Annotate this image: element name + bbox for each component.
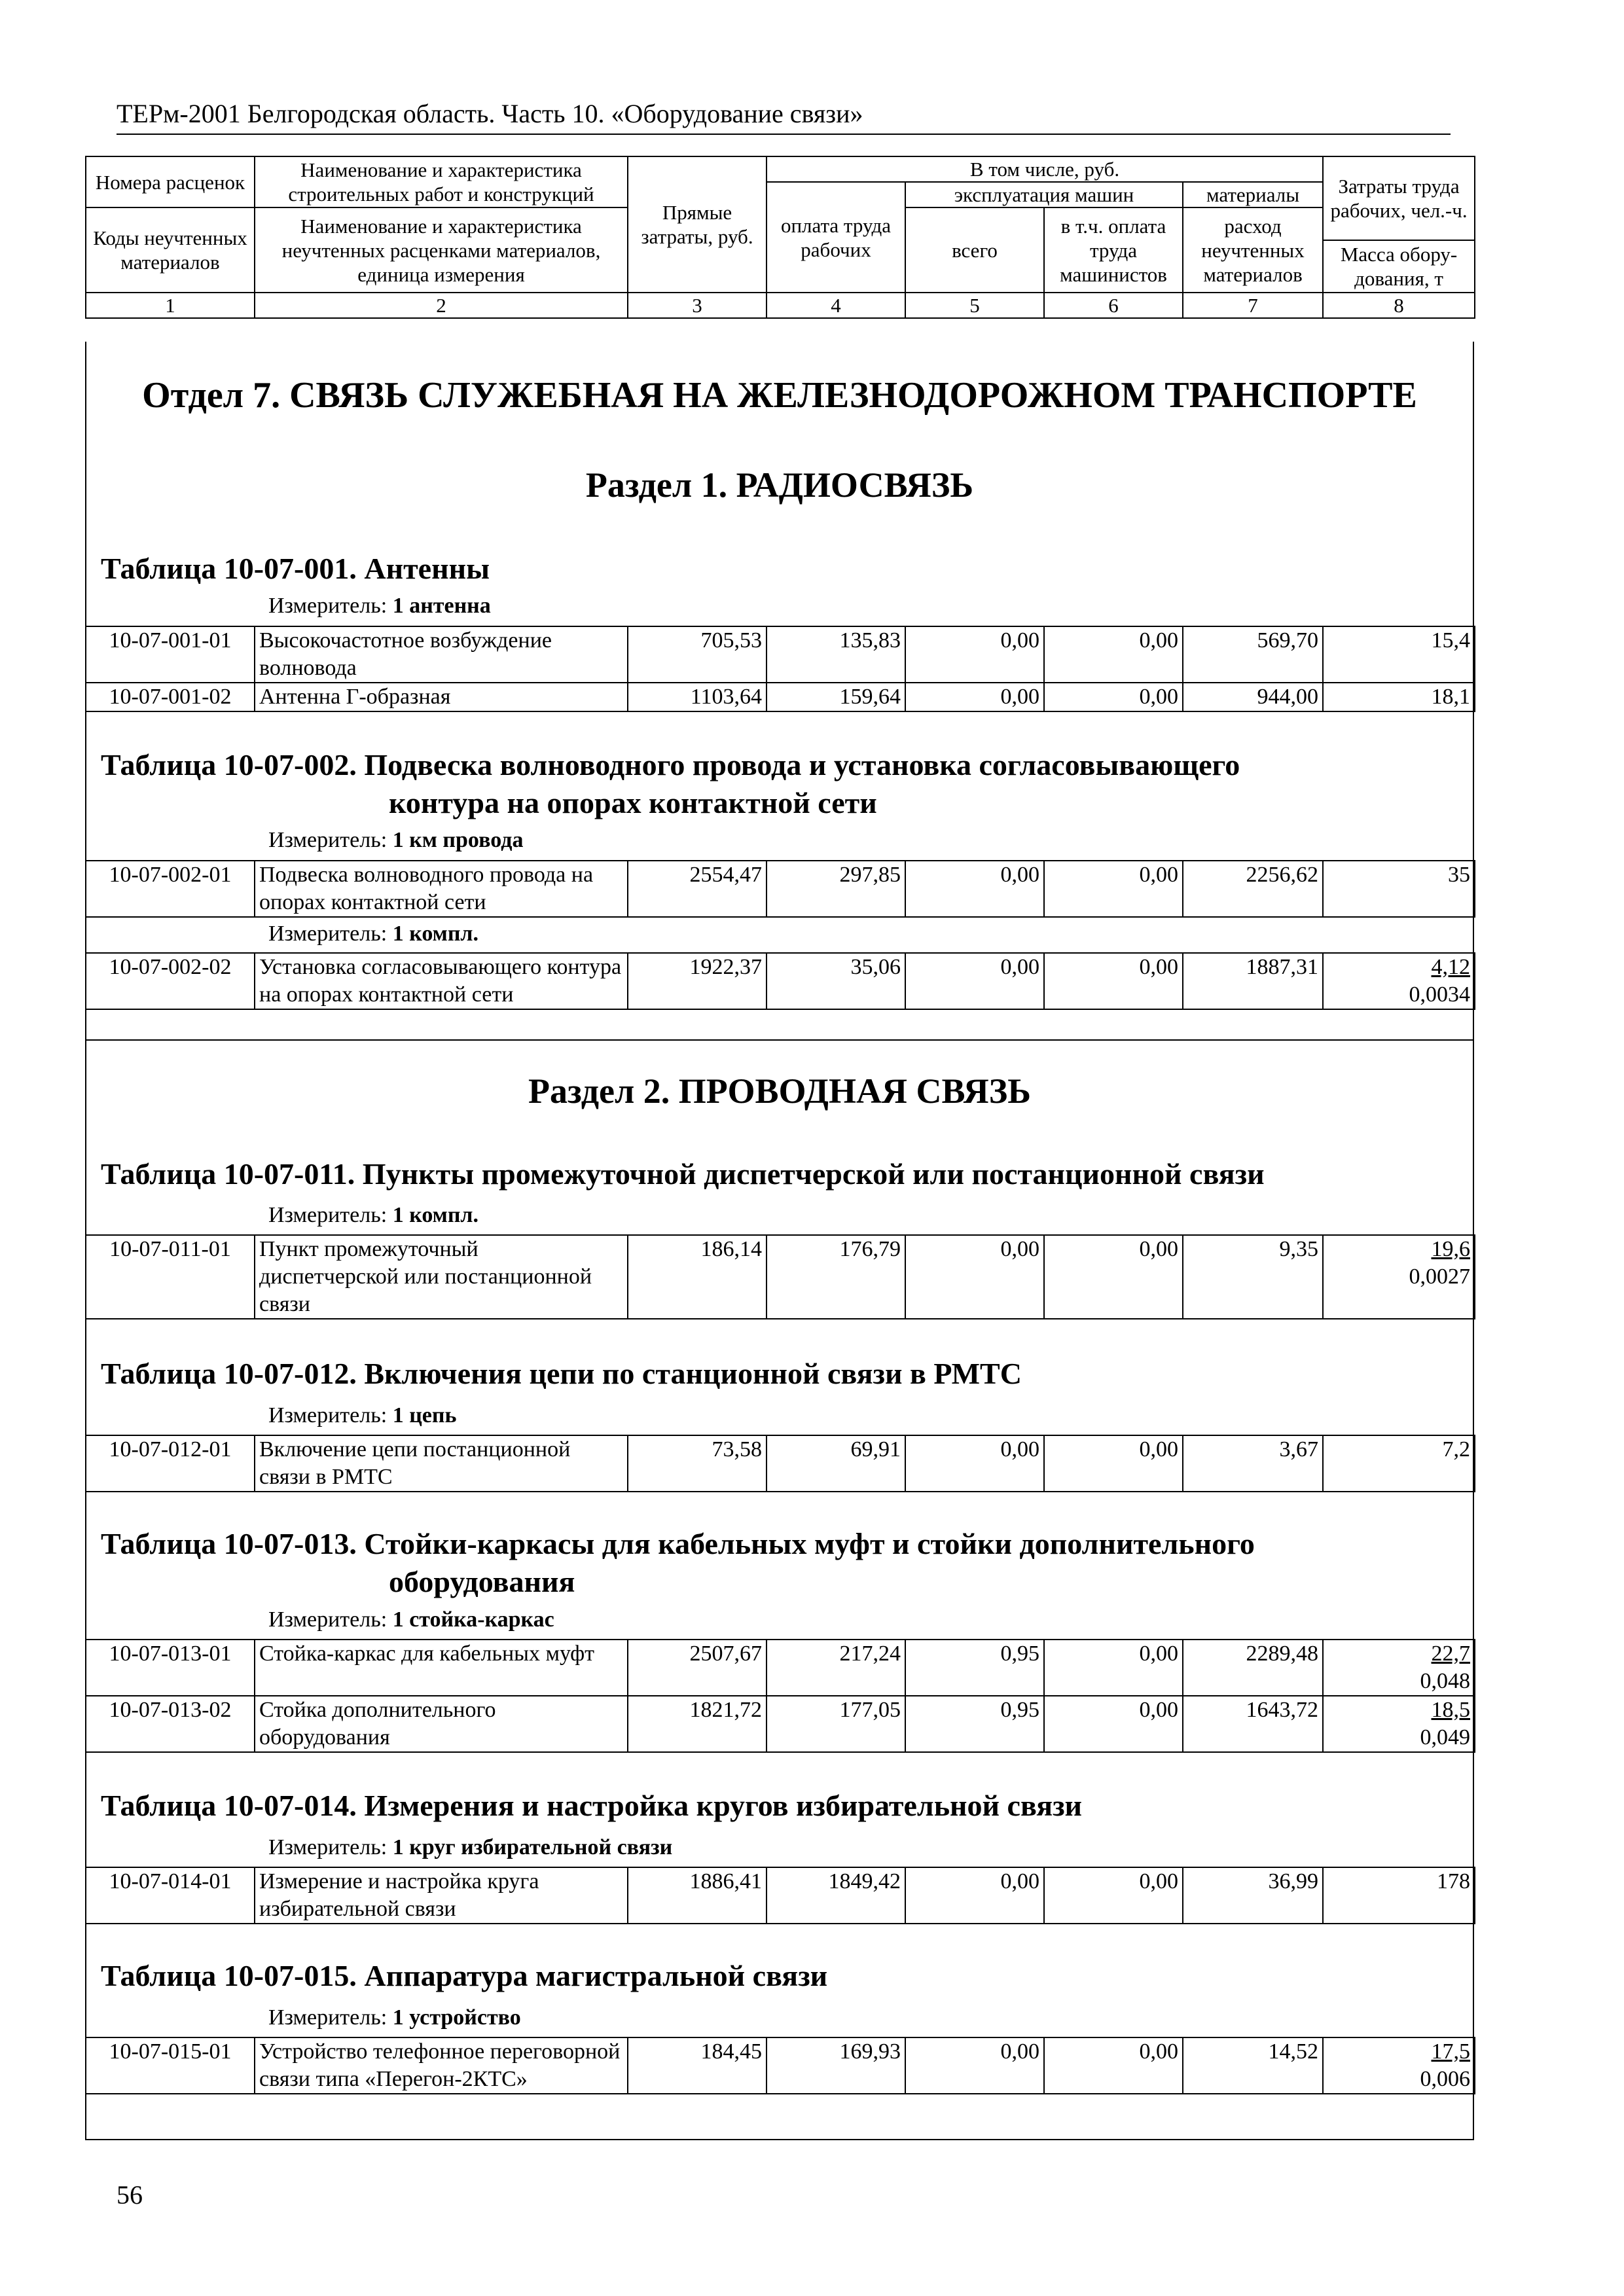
worker-pay: 35,06 bbox=[767, 953, 905, 1009]
machines-total: 0,00 bbox=[905, 1435, 1044, 1492]
mass-value: 0,049 bbox=[1420, 1725, 1470, 1749]
unit-line: Измеритель: 1 компл. bbox=[268, 922, 479, 946]
labor-value: 22,7 bbox=[1431, 1641, 1470, 1666]
machines-total: 0,00 bbox=[905, 953, 1044, 1009]
rate-name: Устройство телефонное переговорной связи типа «Перегон-2КТС» bbox=[255, 2037, 628, 2094]
rate-code: 10-07-011-01 bbox=[86, 1235, 255, 1319]
table-title: Таблица 10-07-001. Антенны bbox=[101, 552, 490, 585]
col-num: 4 bbox=[767, 293, 905, 318]
col-num: 2 bbox=[255, 293, 628, 318]
operator-pay: 0,00 bbox=[1044, 1640, 1183, 1696]
page-number: 56 bbox=[117, 2180, 143, 2210]
table-row bbox=[86, 2037, 1475, 2094]
table-row bbox=[86, 626, 1475, 683]
table-title: Таблица 10-07-014. Измерения и настройка кругов избирательной связи bbox=[101, 1789, 1083, 1822]
header-machines-total: всего bbox=[905, 207, 1044, 293]
rate-name: Стойка дополнительного оборудования bbox=[255, 1696, 628, 1752]
labor-costs bbox=[1323, 1696, 1475, 1752]
unit-line: Измеритель: 1 компл. bbox=[268, 1203, 479, 1227]
direct-costs: 2554,47 bbox=[628, 861, 767, 917]
worker-pay: 297,85 bbox=[767, 861, 905, 917]
table-row bbox=[86, 1867, 1475, 1924]
table-row bbox=[86, 953, 1475, 1009]
header-material-consumption: расход неучтенных материалов bbox=[1183, 207, 1323, 293]
materials: 569,70 bbox=[1183, 626, 1323, 683]
labor-costs: 35 bbox=[1323, 861, 1475, 917]
table-row bbox=[86, 1696, 1475, 1752]
rate-code: 10-07-013-01 bbox=[86, 1640, 255, 1696]
rate-table bbox=[85, 860, 1475, 918]
direct-costs: 184,45 bbox=[628, 2037, 767, 2094]
machines-total: 0,00 bbox=[905, 626, 1044, 683]
rate-code: 10-07-015-01 bbox=[86, 2037, 255, 2094]
running-head: ТЕРм-2001 Белгородская область. Часть 10. «Оборудование связи» bbox=[117, 98, 1451, 135]
labor-costs bbox=[1323, 1235, 1475, 1319]
operator-pay: 0,00 bbox=[1044, 1435, 1183, 1492]
header-equipment-mass: Масса обору- дования, т bbox=[1323, 240, 1475, 293]
header-work-name: Наименование и характеристика строительных работ и конструкций bbox=[255, 156, 628, 207]
rate-code: 10-07-014-01 bbox=[86, 1867, 255, 1924]
section-title: Раздел 1. РАДИОСВЯЗЬ bbox=[585, 465, 974, 505]
header-worker-pay: оплата труда рабочих bbox=[767, 182, 905, 293]
rate-code: 10-07-002-02 bbox=[86, 953, 255, 1009]
rate-name: Пункт промежуточный диспетчерской или постанционной связи bbox=[255, 1235, 628, 1319]
table-title: Таблица 10-07-012. Включения цепи по станционной связи в РМТС bbox=[101, 1357, 1022, 1390]
col-num: 1 bbox=[86, 293, 255, 318]
operator-pay: 0,00 bbox=[1044, 683, 1183, 711]
materials: 3,67 bbox=[1183, 1435, 1323, 1492]
operator-pay: 0,00 bbox=[1044, 1696, 1183, 1752]
materials: 2289,48 bbox=[1183, 1640, 1323, 1696]
operator-pay: 0,00 bbox=[1044, 861, 1183, 917]
rate-table bbox=[85, 626, 1475, 712]
materials: 9,35 bbox=[1183, 1235, 1323, 1319]
rate-code: 10-07-002-01 bbox=[86, 861, 255, 917]
rate-code: 10-07-012-01 bbox=[86, 1435, 255, 1492]
rate-table bbox=[85, 2037, 1475, 2094]
unit-line: Измеритель: 1 антенна bbox=[268, 594, 491, 618]
worker-pay: 1849,42 bbox=[767, 1867, 905, 1924]
unit-line: Измеритель: 1 км провода bbox=[268, 828, 524, 852]
labor-costs: 7,2 bbox=[1323, 1435, 1475, 1492]
machines-total: 0,00 bbox=[905, 1867, 1044, 1924]
unit-line: Измеритель: 1 цепь bbox=[268, 1403, 457, 1427]
rate-table bbox=[85, 1234, 1475, 1319]
department-title: Отдел 7. СВЯЗЬ СЛУЖЕБНАЯ НА ЖЕЛЕЗНОДОРОЖНОМ ТРАНСПОРТЕ bbox=[142, 375, 1417, 416]
worker-pay: 169,93 bbox=[767, 2037, 905, 2094]
machines-total: 0,00 bbox=[905, 2037, 1044, 2094]
mass-value: 0,048 bbox=[1420, 1669, 1470, 1693]
labor-costs: 18,1 bbox=[1323, 683, 1475, 711]
labor-costs: 178 bbox=[1323, 1867, 1475, 1924]
operator-pay: 0,00 bbox=[1044, 2037, 1183, 2094]
rate-name: Стойка-каркас для кабельных муфт bbox=[255, 1640, 628, 1696]
header-including: В том числе, руб. bbox=[767, 156, 1323, 182]
direct-costs: 1103,64 bbox=[628, 683, 767, 711]
col-num: 6 bbox=[1044, 293, 1183, 318]
worker-pay: 159,64 bbox=[767, 683, 905, 711]
labor-costs bbox=[1323, 2037, 1475, 2094]
worker-pay: 177,05 bbox=[767, 1696, 905, 1752]
machines-total: 0,00 bbox=[905, 683, 1044, 711]
rate-name: Подвеска волноводного провода на опорах контактной сети bbox=[255, 861, 628, 917]
header-material-codes: Коды неучтенных материалов bbox=[86, 207, 255, 293]
header-machine-operation: эксплуатация машин bbox=[905, 182, 1183, 207]
mass-value: 0,0027 bbox=[1409, 1265, 1470, 1289]
labor-costs bbox=[1323, 953, 1475, 1009]
labor-value: 17,5 bbox=[1431, 2039, 1470, 2064]
col-num: 7 bbox=[1183, 293, 1323, 318]
rate-name: Антенна Г-образная bbox=[255, 683, 628, 711]
header-direct-costs: Прямые затраты, руб. bbox=[628, 156, 767, 293]
column-header-table bbox=[85, 156, 1475, 319]
direct-costs: 1886,41 bbox=[628, 1867, 767, 1924]
operator-pay: 0,00 bbox=[1044, 1235, 1183, 1319]
header-material-names: Наименование и характеристика неучтенных расценками материалов, единица измерения bbox=[255, 207, 628, 293]
labor-value: 19,6 bbox=[1431, 1237, 1470, 1261]
worker-pay: 135,83 bbox=[767, 626, 905, 683]
rate-code: 10-07-001-02 bbox=[86, 683, 255, 711]
rate-table bbox=[85, 1639, 1475, 1753]
table-title: Таблица 10-07-002. Подвеска волноводного провода и установка согласовывающего контура на опорах контактной сети bbox=[101, 748, 1240, 819]
rate-code: 10-07-001-01 bbox=[86, 626, 255, 683]
direct-costs: 1922,37 bbox=[628, 953, 767, 1009]
rate-table bbox=[85, 1435, 1475, 1492]
machines-total: 0,95 bbox=[905, 1640, 1044, 1696]
table-row bbox=[86, 861, 1475, 917]
direct-costs: 73,58 bbox=[628, 1435, 767, 1492]
table-row bbox=[86, 1435, 1475, 1492]
rate-name: Измерение и настройка круга избирательной связи bbox=[255, 1867, 628, 1924]
materials: 2256,62 bbox=[1183, 861, 1323, 917]
header-labor-costs: Затраты труда рабочих, чел.-ч. bbox=[1323, 156, 1475, 240]
header-rate-numbers: Номера расценок bbox=[86, 156, 255, 207]
rate-table bbox=[85, 1867, 1475, 1924]
operator-pay: 0,00 bbox=[1044, 1867, 1183, 1924]
table-title: Таблица 10-07-011. Пункты промежуточной диспетчерской или постанционной связи bbox=[101, 1157, 1265, 1191]
direct-costs: 1821,72 bbox=[628, 1696, 767, 1752]
direct-costs: 705,53 bbox=[628, 626, 767, 683]
materials: 1643,72 bbox=[1183, 1696, 1323, 1752]
section-title: Раздел 2. ПРОВОДНАЯ СВЯЗЬ bbox=[528, 1071, 1031, 1111]
machines-total: 0,95 bbox=[905, 1696, 1044, 1752]
table-title: Таблица 10-07-013. Стойки-каркасы для кабельных муфт и стойки дополнительного оборудования bbox=[101, 1527, 1255, 1598]
mass-value: 0,006 bbox=[1420, 2067, 1470, 2091]
table-row bbox=[86, 683, 1475, 711]
operator-pay: 0,00 bbox=[1044, 626, 1183, 683]
table-row bbox=[86, 1235, 1475, 1319]
machines-total: 0,00 bbox=[905, 861, 1044, 917]
direct-costs: 2507,67 bbox=[628, 1640, 767, 1696]
worker-pay: 69,91 bbox=[767, 1435, 905, 1492]
rate-name: Высокочастотное возбуждение волновода bbox=[255, 626, 628, 683]
rate-code: 10-07-013-02 bbox=[86, 1696, 255, 1752]
worker-pay: 217,24 bbox=[767, 1640, 905, 1696]
direct-costs: 186,14 bbox=[628, 1235, 767, 1319]
rate-name: Включение цепи постанционной связи в РМТС bbox=[255, 1435, 628, 1492]
unit-line: Измеритель: 1 устройство bbox=[268, 2005, 521, 2030]
rate-name: Установка согласовывающего контура на опорах контактной сети bbox=[255, 953, 628, 1009]
worker-pay: 176,79 bbox=[767, 1235, 905, 1319]
machines-total: 0,00 bbox=[905, 1235, 1044, 1319]
header-materials: материалы bbox=[1183, 182, 1323, 207]
divider bbox=[85, 1039, 1474, 1041]
col-num: 3 bbox=[628, 293, 767, 318]
materials: 1887,31 bbox=[1183, 953, 1323, 1009]
unit-line: Измеритель: 1 круг избирательной связи bbox=[268, 1835, 673, 1859]
header-operator-pay: в т.ч. оплата труда машинистов bbox=[1044, 207, 1183, 293]
labor-costs bbox=[1323, 1640, 1475, 1696]
labor-value: 4,12 bbox=[1431, 955, 1470, 979]
materials: 944,00 bbox=[1183, 683, 1323, 711]
materials: 36,99 bbox=[1183, 1867, 1323, 1924]
materials: 14,52 bbox=[1183, 2037, 1323, 2094]
labor-costs: 15,4 bbox=[1323, 626, 1475, 683]
rate-table bbox=[85, 952, 1475, 1010]
col-num: 5 bbox=[905, 293, 1044, 318]
unit-line: Измеритель: 1 стойка-каркас bbox=[268, 1607, 554, 1632]
mass-value: 0,0034 bbox=[1409, 982, 1470, 1007]
table-row bbox=[86, 1640, 1475, 1696]
col-num: 8 bbox=[1323, 293, 1475, 318]
operator-pay: 0,00 bbox=[1044, 953, 1183, 1009]
labor-value: 18,5 bbox=[1431, 1698, 1470, 1722]
table-title: Таблица 10-07-015. Аппаратура магистральной связи bbox=[101, 1959, 828, 1992]
